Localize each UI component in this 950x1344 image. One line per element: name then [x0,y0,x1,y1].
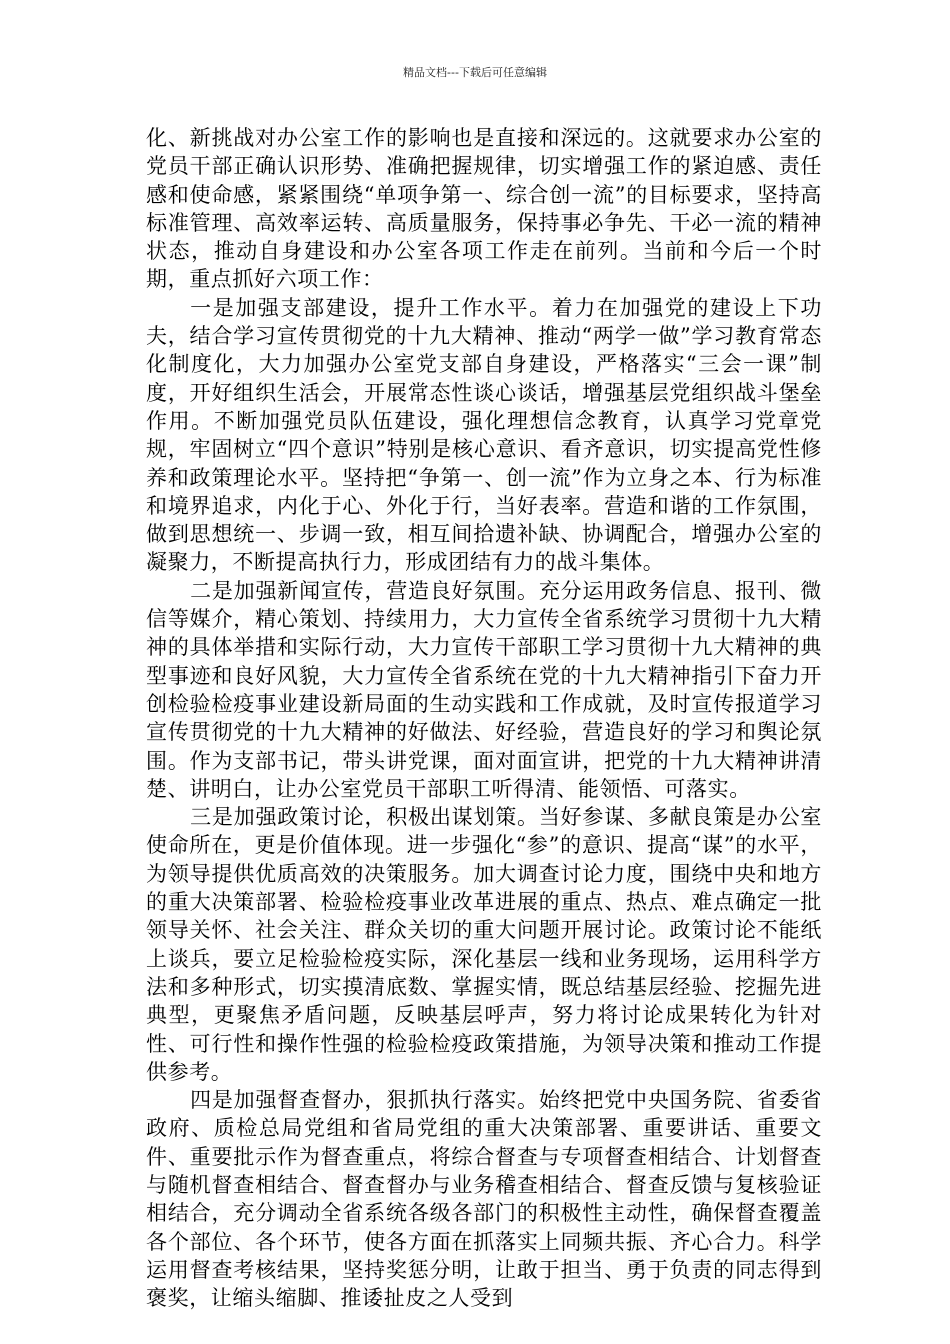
paragraph-item-1: 一是加强支部建设，提升工作水平。着力在加强党的建设上下功夫，结合学习宣传贯彻党的十九大精神、推动“两学一做”学习教育常态化制度化，大力加强办公室党支部自身建设，严格落实“三会一课”制度，开好组织生活会，开展常态性谈心谈话，增强基层党组织战斗堡垒作用。不断加强党员队伍建设，强化理想信念教育，认真学习党章党规，牢固树立“四个意识”特别是核心意识、看齐意识，切实提高党性修养和政策理论水平。坚持把“争第一、创一流”作为立身之本、行为标准和境界追求，内化于心、外化于行，当好表率。营造和谐的工作氛围，做到思想统一、步调一致，相互间拾遗补缺、协调配合，增强办公室的凝聚力，不断提高执行力，形成团结有力的战斗集体。 [146,295,822,575]
page-header: 精品文档---下载后可任意编辑 [403,66,547,79]
paragraph-item-4: 四是加强督查督办，狠抓执行落实。始终把党中央国务院、省委省政府、质检总局党组和省局党组的重大决策部署、重要讲话、重要文件、重要批示作为督查重点，将综合督查与专项督查相结合、计划督查与随机督查相结合、督查督办与业务稽查相结合、督查反馈与复核验证相结合，充分调动全省系统各级各部门的积极性主动性，确保督查覆盖各个部位、各个环节，使各方面在抓落实上同频共振、齐心合力。科学运用督查考核结果，坚持奖惩分明，让敢于担当、勇于负责的同志得到褒奖，让缩头缩脚、推诿扯皮之人受到 [146,1088,822,1311]
paragraph-item-3: 三是加强政策讨论，积极出谋划策。当好参谋、多献良策是办公室使命所在，更是价值体现。进一步强化“参”的意识、提高“谋”的水平，为领导提供优质高效的决策服务。加大调查讨论力度，围绕中央和地方的重大决策部署、检验检疫事业改革进展的重点、热点、难点确定一批领导关怀、社会关注、群众关切的重大问题开展讨论。政策讨论不能纸上谈兵，要立足检验检疫实际，深化基层一线和业务现场，运用科学方法和多种形式，切实摸清底数、掌握实情，既总结基层经验、挖掘先进典型，更聚焦矛盾问题，反映基层呼声，努力将讨论成果转化为针对性、可行性和操作性强的检验检疫政策措施，为领导决策和推动工作提供参考。 [146,805,822,1084]
document-body [146,124,822,1312]
paragraph-intro: 化、新挑战对办公室工作的影响也是直接和深远的。这就要求办公室的党员干部正确认识形势、准确把握规律，切实增强工作的紧迫感、责任感和使命感，紧紧围绕“单项争第一、综合创一流”的目标要求，坚持高标准管理、高效率运转、高质量服务，保持事必争先、干必一流的精神状态，推动自身建设和办公室各项工作走在前列。当前和今后一个时期，重点抓好六项工作： [146,126,822,292]
paragraph-item-2: 二是加强新闻宣传，营造良好氛围。充分运用政务信息、报刊、微信等媒介，精心策划、持续用力，大力宣传全省系统学习贯彻十九大精神的具体举措和实际行动，大力宣传干部职工学习贯彻十九大精神的典型事迹和良好风貌，大力宣传全省系统在党的十九大精神指引下奋力开创检验检疫事业建设新局面的生动实践和工作成就，及时宣传报道学习宣传贯彻党的十九大精神的好做法、好经验，营造良好的学习和舆论氛围。作为支部书记，带头讲党课，面对面宣讲，把党的十九大精神讲清楚、讲明白，让办公室党员干部职工听得清、能领悟、可落实。 [146,578,822,801]
